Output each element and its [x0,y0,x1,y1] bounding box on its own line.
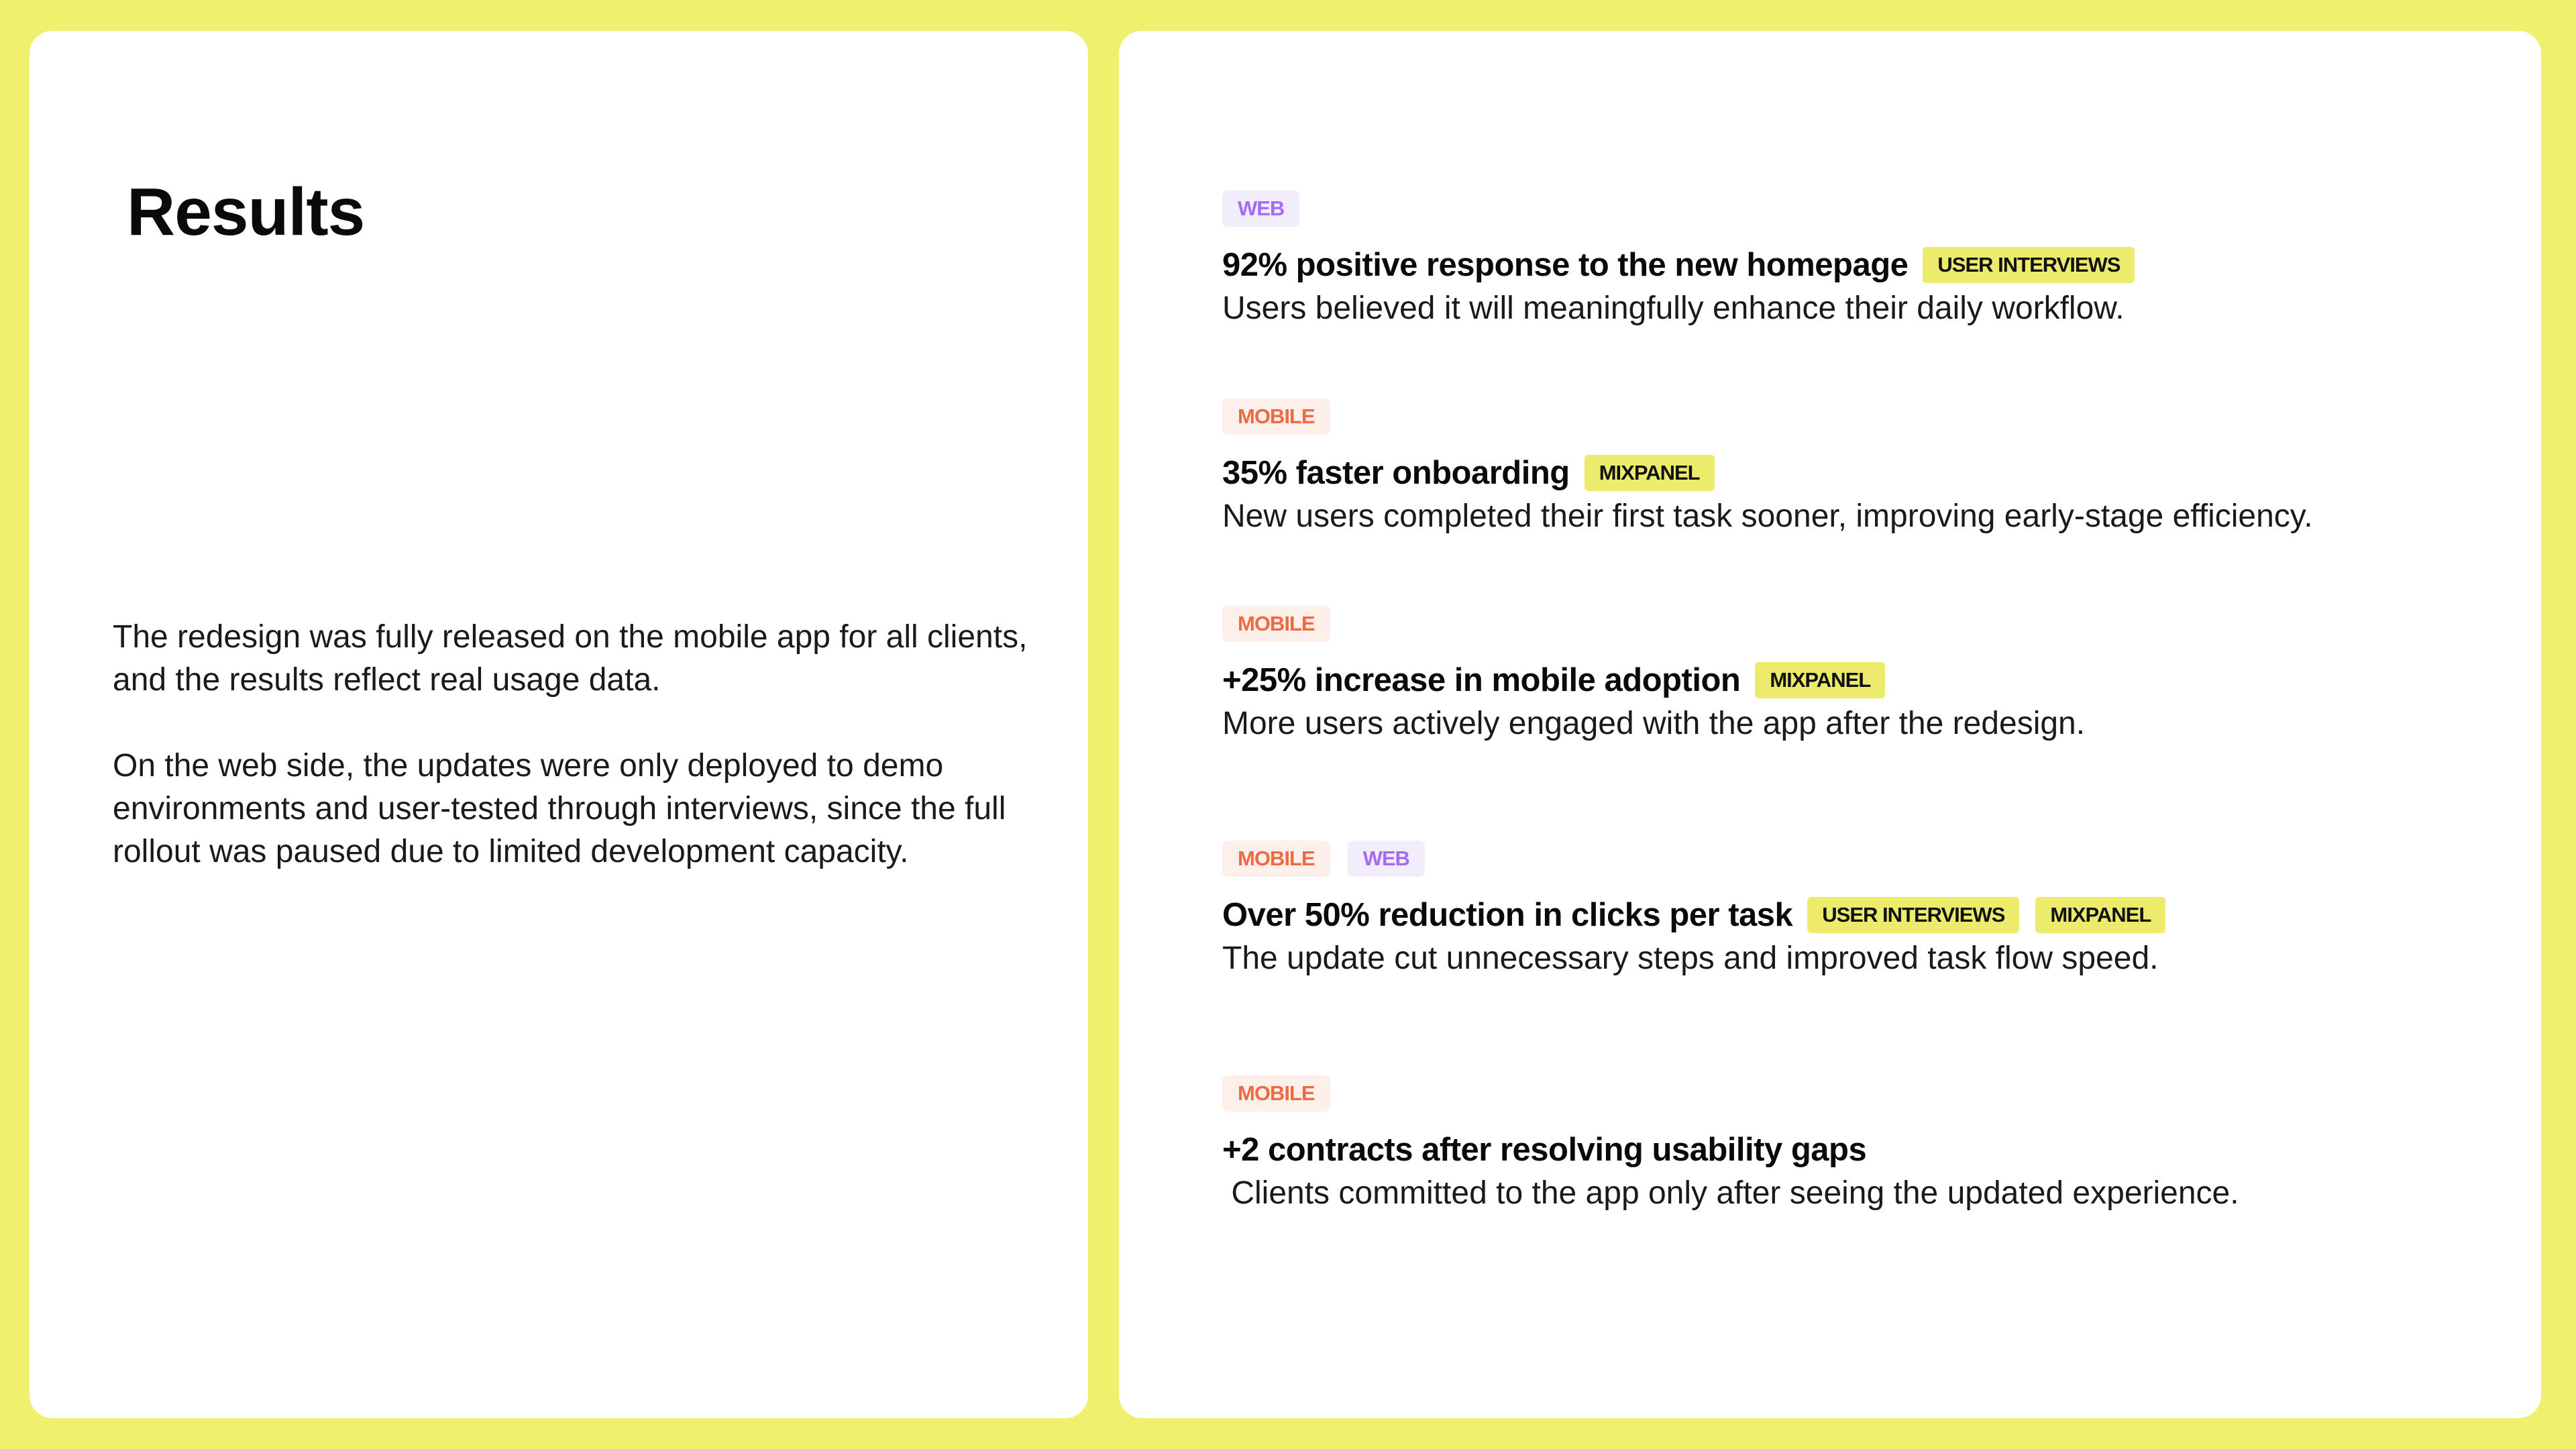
platform-tag-mobile: MOBILE [1222,841,1330,877]
result-headline: +25% increase in mobile adoption [1222,662,1741,698]
result-description: New users completed their first task sooner, improving early-stage efficiency. [1222,498,2313,534]
result-description: The update cut unnecessary steps and improved task flow speed. [1222,941,2159,976]
platform-tag-mobile: MOBILE [1222,398,1330,435]
result-description: Clients committed to the app only after seeing the updated experience. [1222,1175,2239,1211]
result-item [1222,397,2497,537]
result-headline: +2 contracts after resolving usability gaps [1222,1132,1867,1168]
platform-tags [1222,839,2497,878]
result-description: More users actively engaged with the app after the redesign. [1222,706,2086,741]
source-tag-user-interviews: USER INTERVIEWS [1807,897,2019,933]
result-description: Users believed it will meaningfully enhance their daily workflow. [1222,290,2125,326]
summary-paragraph-web: On the web side, the updates were only deployed to demo environments and user-tested through interviews, since the full rollout was paused due to limited development capacity. [113,748,1006,869]
source-tag-mixpanel: MIXPANEL [1585,455,1715,491]
headline-row [1222,1129,2497,1171]
platform-tags [1222,1074,2497,1113]
headline-row [1222,894,2497,936]
summary-card [30,31,1088,1418]
headline-row [1222,244,2497,286]
platform-tags [1222,397,2497,436]
page-title: Results [127,174,365,250]
summary-text [113,616,1052,916]
source-tag-mixpanel: MIXPANEL [1755,662,1885,698]
source-tag-user-interviews: USER INTERVIEWS [1923,247,2135,283]
result-item [1222,839,2497,979]
headline-row [1222,452,2497,494]
headline-row [1222,659,2497,701]
platform-tags [1222,189,2497,228]
summary-paragraph-mobile: The redesign was fully released on the mobile app for all clients, and the results reflect real usage data. [113,619,1028,698]
result-item [1222,189,2497,329]
platform-tag-mobile: MOBILE [1222,606,1330,642]
platform-tags [1222,604,2497,643]
result-item [1222,1074,2497,1214]
source-tag-mixpanel: MIXPANEL [2035,897,2165,933]
results-card [1119,31,2541,1418]
platform-tag-web: WEB [1222,191,1299,227]
result-headline: 92% positive response to the new homepage [1222,247,1909,283]
result-headline: 35% faster onboarding [1222,455,1570,491]
result-item [1222,604,2497,744]
result-headline: Over 50% reduction in clicks per task [1222,897,1793,933]
platform-tag-web: WEB [1348,841,1425,877]
platform-tag-mobile: MOBILE [1222,1075,1330,1112]
